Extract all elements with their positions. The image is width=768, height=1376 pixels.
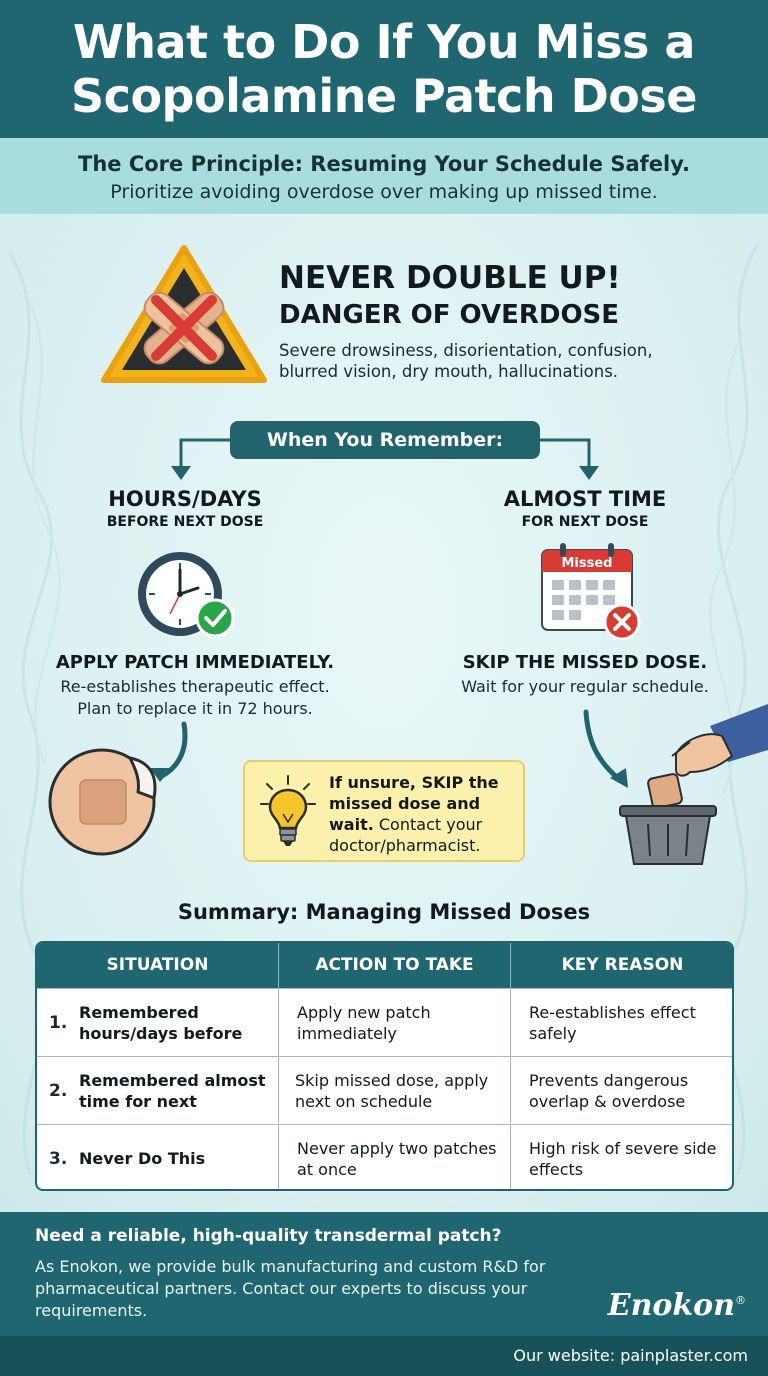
right-branch-subtitle: FOR NEXT DOSE	[521, 514, 649, 530]
warning-subtitle: DANGER OF OVERDOSE	[279, 300, 620, 330]
title-line-1: What to Do If You Miss a	[73, 15, 695, 69]
table-header	[37, 943, 732, 988]
row-situation: Remembered hours/days before	[79, 1002, 243, 1043]
core-principle-band	[0, 138, 768, 214]
row-reason: Prevents dangerous overlap & overdose	[510, 1057, 734, 1124]
page-title	[71, 15, 697, 123]
clock-check-icon	[130, 548, 240, 640]
patch-icon	[42, 718, 192, 858]
warning-triangle-icon	[98, 242, 270, 388]
core-principle-title: The Core Principle: Resuming Your Schedule Safely.	[78, 152, 690, 176]
brand-name: Enokon	[607, 1288, 735, 1323]
title-line-2: Scopolamine Patch Dose	[71, 69, 697, 123]
warning-title: NEVER DOUBLE UP!	[279, 260, 621, 296]
row-situation: Remembered almost time for next	[79, 1070, 266, 1111]
left-action-desc-1: Re-establishes therapeutic effect.	[60, 677, 330, 696]
lightbulb-icon	[259, 774, 317, 850]
row-number: 2.	[49, 1080, 68, 1101]
website-link[interactable]: Our website: painplaster.com	[513, 1346, 748, 1365]
summary-title: Summary: Managing Missed Doses	[177, 900, 591, 924]
registered-mark: ®	[735, 1294, 746, 1307]
left-action-title: APPLY PATCH IMMEDIATELY.	[55, 652, 335, 673]
right-branch-title: ALMOST TIME	[503, 487, 667, 511]
row-action: Never apply two patches at once	[278, 1125, 510, 1191]
page-header	[0, 0, 768, 138]
row-action: Skip missed dose, apply next on schedule	[278, 1057, 510, 1124]
warning-description: Severe drowsiness, disorientation, confusion, blurred vision, dry mouth, hallucinations.	[279, 341, 653, 381]
header-action: ACTION TO TAKE	[278, 943, 510, 988]
trash-can-icon	[580, 696, 768, 868]
row-reason: High risk of severe side effects	[510, 1125, 734, 1191]
brand-logo	[608, 1288, 746, 1323]
left-branch-subtitle: BEFORE NEXT DOSE	[106, 514, 264, 530]
right-action-title: SKIP THE MISSED DOSE.	[462, 652, 708, 673]
left-branch-title: HOURS/DAYS	[108, 487, 262, 511]
tip-text-bold: If unsure, SKIP the missed dose and wait.	[329, 773, 499, 834]
when-you-remember-label: When You Remember:	[230, 421, 540, 459]
right-action-desc: Wait for your regular schedule.	[461, 677, 709, 696]
table-row	[37, 1056, 732, 1124]
tip-text-rest: Contact your doctor/pharmacist.	[329, 815, 483, 855]
tip-text	[329, 772, 519, 856]
row-reason: Re-establishes effect safely	[510, 989, 734, 1056]
footer-body: As Enokon, we provide bulk manufacturing and custom R&D for pharmaceutical partners. Contact our experts to discuss your requirements.	[35, 1257, 546, 1320]
header-situation: SITUATION	[106, 955, 209, 975]
table-row	[37, 988, 732, 1056]
summary-table	[35, 941, 734, 1191]
left-action-desc-2: Plan to replace it in 72 hours.	[77, 699, 313, 718]
header-reason: KEY REASON	[510, 943, 734, 988]
table-row	[37, 1124, 732, 1191]
row-number: 1.	[49, 1012, 68, 1033]
row-number: 3.	[49, 1148, 68, 1169]
core-principle-subtitle: Prioritize avoiding overdose over making up missed time.	[110, 181, 658, 203]
footer-heading: Need a reliable, high-quality transdermal patch?	[35, 1226, 502, 1246]
tip-box	[243, 760, 525, 862]
row-situation: Never Do This	[79, 1149, 206, 1168]
row-action: Apply new patch immediately	[278, 989, 510, 1056]
calendar-missed-icon	[536, 540, 646, 642]
calendar-label: Missed	[561, 556, 613, 571]
